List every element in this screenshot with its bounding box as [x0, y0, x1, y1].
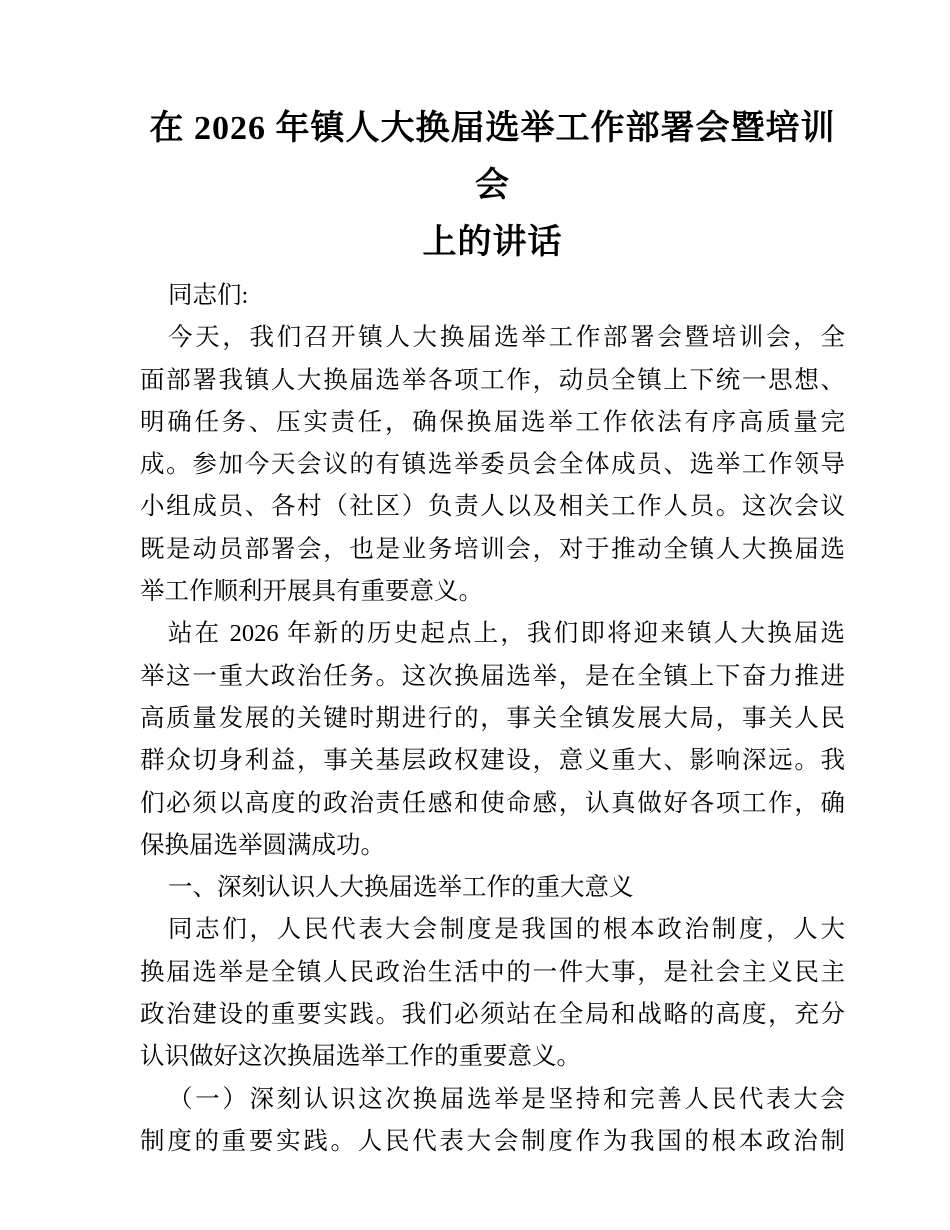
text-line: 保换届选举圆满成功。 [140, 831, 385, 859]
text-line: 换届选举是全镇人民政治生活中的一件大事，是社会主义民主 [140, 958, 845, 986]
text-line: 同志们，人民代表大会制度是我国的根本政治制度，人大 [168, 916, 845, 944]
text-line: 成。参加今天会议的有镇选举委员会全体成员、选举工作领导 [140, 451, 845, 479]
document-title [140, 100, 845, 271]
document-body [140, 275, 845, 1163]
text-line: 一、深刻认识人大换届选举工作的重大意义 [168, 874, 634, 902]
text-line: 面部署我镇人大换届选举各项工作，动员全镇上下统一思想、 [140, 366, 845, 394]
text-line: 制度的重要实践。人民代表大会制度作为我国的根本政治制 [140, 1127, 845, 1155]
text-line: 明确任务、压实责任，确保换届选举工作依法有序高质量完 [140, 408, 845, 436]
title-line-2: 上的讲话 [422, 224, 563, 261]
document-content [140, 100, 845, 1163]
text-line: 今天，我们召开镇人大换届选举工作部署会暨培训会，全 [168, 324, 845, 352]
text-line: 认识做好这次换届选举工作的重要意义。 [140, 1043, 581, 1071]
text-line: 高质量发展的关键时期进行的，事关全镇发展大局，事关人民 [140, 704, 845, 732]
text-line: 既是动员部署会，也是业务培训会，对于推动全镇人大换届选 [140, 535, 845, 563]
text-line: 举工作顺利开展具有重要意义。 [140, 578, 483, 606]
text-line: 小组成员、各村（社区）负责人以及相关工作人员。这次会议 [140, 493, 845, 521]
text-line: 站在 2026 年新的历史起点上，我们即将迎来镇人大换届选 [168, 620, 845, 648]
text-line: 同志们: [168, 282, 249, 309]
text-line: （一）深刻认识这次换届选举是坚持和完善人民代表大会 [168, 1085, 845, 1113]
text-line: 政治建设的重要实践。我们必须站在全局和战略的高度，充分 [140, 1001, 845, 1029]
text-line: 群众切身利益，事关基层政权建设，意义重大、影响深远。我 [140, 747, 845, 775]
title-line-1: 在 2026 年镇人大换届选举工作部署会暨培训会 [149, 110, 836, 204]
text-line: 举这一重大政治任务。这次换届选举，是在全镇上下奋力推进 [140, 662, 845, 690]
text-line: 们必须以高度的政治责任感和使命感，认真做好各项工作，确 [140, 789, 845, 817]
